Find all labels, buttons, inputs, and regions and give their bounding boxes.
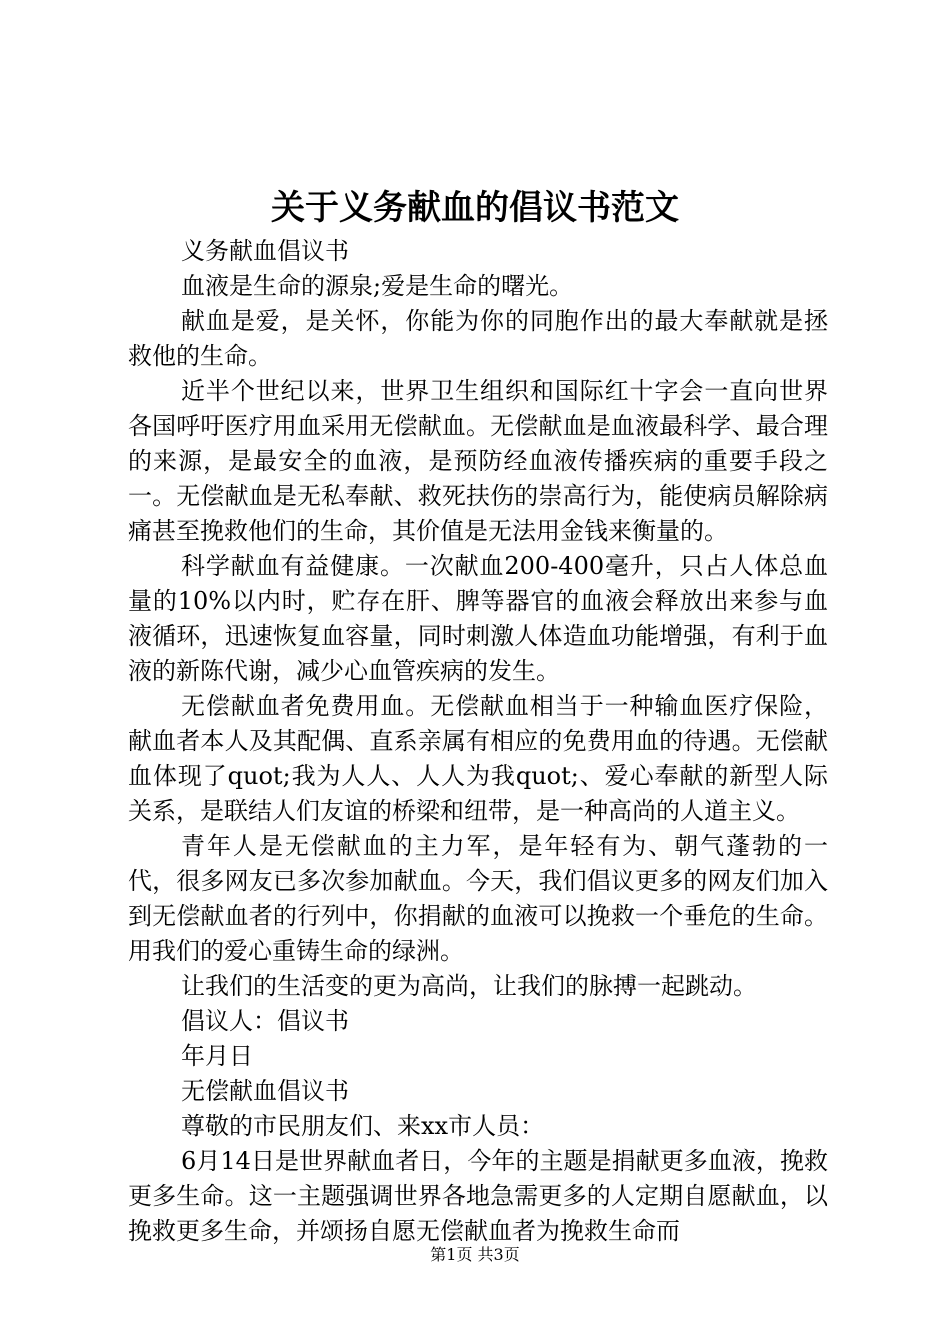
- paragraph: 义务献血倡议书: [181, 237, 349, 265]
- paragraph: 献血是爱，是关怀，你能为你的同胞作出的最大奉献就是拯救他的生命。: [128, 307, 828, 370]
- document-title: 关于义务献血的倡议书范文: [271, 188, 679, 228]
- paragraph: 倡议人：倡议书: [181, 1007, 349, 1035]
- paragraph: 6月14日是世界献血者日，今年的主题是捐献更多血液，挽救更多生命。这一主题强调世界各地急需更多的人定期自愿献血，以挽救更多生命，并颂扬自愿无偿献血者为挽救生命而: [128, 1147, 828, 1245]
- paragraph: 血液是生命的源泉;爱是生命的曙光。: [181, 272, 574, 300]
- paragraph: 科学献血有益健康。一次献血200-400毫升，只占人体总血量的10%以内时，贮存在肝、脾等器官的血液会释放出来参与血液循环，迅速恢复血容量，同时刺激人体造血功能增强，有利于血液的新陈代谢，减少心血管疾病的发生。: [128, 552, 828, 685]
- paragraph: 近半个世纪以来，世界卫生组织和国际红十字会一直向世界各国呼吁医疗用血采用无偿献血。无偿献血是血液最科学、最合理的来源，是最安全的血液，是预防经血液传播疾病的重要手段之一。无偿献血是无私奉献、救死扶伤的崇高行为，能使病员解除病痛甚至挽救他们的生命，其价值是无法用金钱来衡量的。: [128, 377, 828, 545]
- paragraph: 尊敬的市民朋友们、来xx市人员：: [181, 1112, 545, 1140]
- paragraph: 青年人是无偿献血的主力军，是年轻有为、朝气蓬勃的一代，很多网友已多次参加献血。今天，我们倡议更多的网友们加入到无偿献血者的行列中，你捐献的血液可以挽救一个垂危的生命。用我们的爱心重铸生命的绿洲。: [128, 832, 828, 965]
- paragraph: 让我们的生活变的更为高尚，让我们的脉搏一起跳动。: [181, 972, 757, 1000]
- page-number-footer: 第1页 共3页: [430, 1245, 520, 1264]
- document-body: [128, 234, 828, 1249]
- paragraph: 无偿献血者免费用血。无偿献血相当于一种输血医疗保险，献血者本人及其配偶、直系亲属有相应的免费用血的待遇。无偿献血体现了quot;我为人人、人人为我quot;、爱心奉献的新型人际关系，是联结人们友谊的桥梁和纽带，是一种高尚的人道主义。: [128, 692, 828, 825]
- paragraph: 年月日: [181, 1042, 253, 1070]
- paragraph: 无偿献血倡议书: [181, 1077, 349, 1105]
